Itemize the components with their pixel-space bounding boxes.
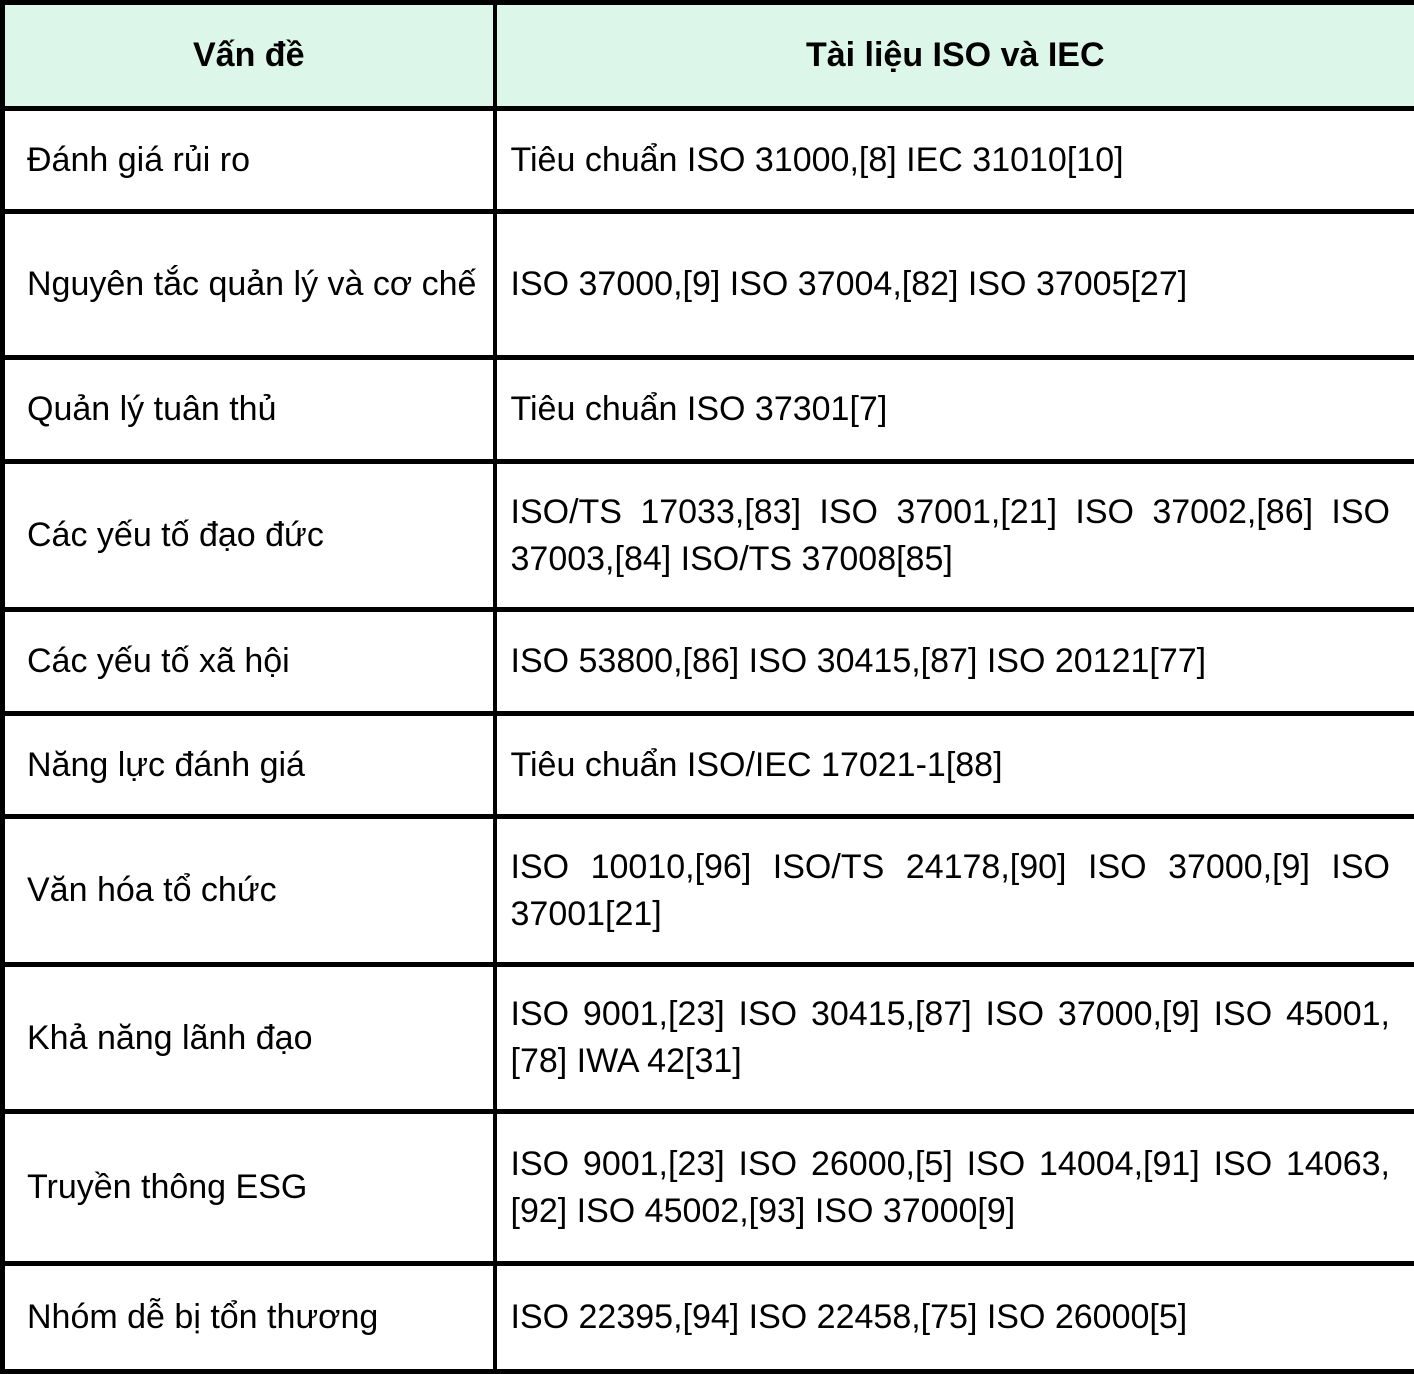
docs-cell: ISO 9001,[23] ISO 26000,[5] ISO 14004,[91] ISO 14063,[92] ISO 45002,[93] ISO 37000[9] <box>495 1112 1414 1264</box>
issue-cell: Truyền thông ESG <box>3 1112 495 1264</box>
column-header-docs: Tài liệu ISO và IEC <box>495 3 1414 109</box>
issue-cell: Quản lý tuân thủ <box>3 358 495 462</box>
table-row <box>3 817 1414 965</box>
issue-cell: Các yếu tố xã hội <box>3 610 495 714</box>
issue-cell: Đánh giá rủi ro <box>3 109 495 212</box>
docs-cell: ISO 37000,[9] ISO 37004,[82] ISO 37005[27] <box>495 212 1414 358</box>
column-header-issue: Vấn đề <box>3 3 495 109</box>
table-row <box>3 358 1414 462</box>
header-row <box>3 3 1414 109</box>
table-row <box>3 109 1414 212</box>
docs-cell: Tiêu chuẩn ISO 31000,[8] IEC 31010[10] <box>495 109 1414 212</box>
issue-cell: Nhóm dễ bị tổn thương <box>3 1264 495 1372</box>
issue-cell: Khả năng lãnh đạo <box>3 965 495 1112</box>
table-body <box>3 109 1414 1372</box>
docs-cell: ISO/TS 17033,[83] ISO 37001,[21] ISO 37002,[86] ISO 37003,[84] ISO/TS 37008[85] <box>495 462 1414 610</box>
table-row <box>3 462 1414 610</box>
docs-cell: ISO 22395,[94] ISO 22458,[75] ISO 26000[5] <box>495 1264 1414 1372</box>
table-row <box>3 1264 1414 1372</box>
table-row <box>3 1112 1414 1264</box>
table-header <box>3 3 1414 109</box>
docs-cell: ISO 9001,[23] ISO 30415,[87] ISO 37000,[9] ISO 45001,[78] IWA 42[31] <box>495 965 1414 1112</box>
table-row <box>3 714 1414 817</box>
issue-cell: Nguyên tắc quản lý và cơ chế <box>3 212 495 358</box>
table-row <box>3 610 1414 714</box>
issue-cell: Các yếu tố đạo đức <box>3 462 495 610</box>
table-row <box>3 212 1414 358</box>
docs-cell: ISO 10010,[96] ISO/TS 24178,[90] ISO 37000,[9] ISO 37001[21] <box>495 817 1414 965</box>
issue-cell: Năng lực đánh giá <box>3 714 495 817</box>
issue-cell: Văn hóa tổ chức <box>3 817 495 965</box>
docs-cell: Tiêu chuẩn ISO/IEC 17021-1[88] <box>495 714 1414 817</box>
table-row <box>3 965 1414 1112</box>
docs-cell: Tiêu chuẩn ISO 37301[7] <box>495 358 1414 462</box>
docs-cell: ISO 53800,[86] ISO 30415,[87] ISO 20121[77] <box>495 610 1414 714</box>
